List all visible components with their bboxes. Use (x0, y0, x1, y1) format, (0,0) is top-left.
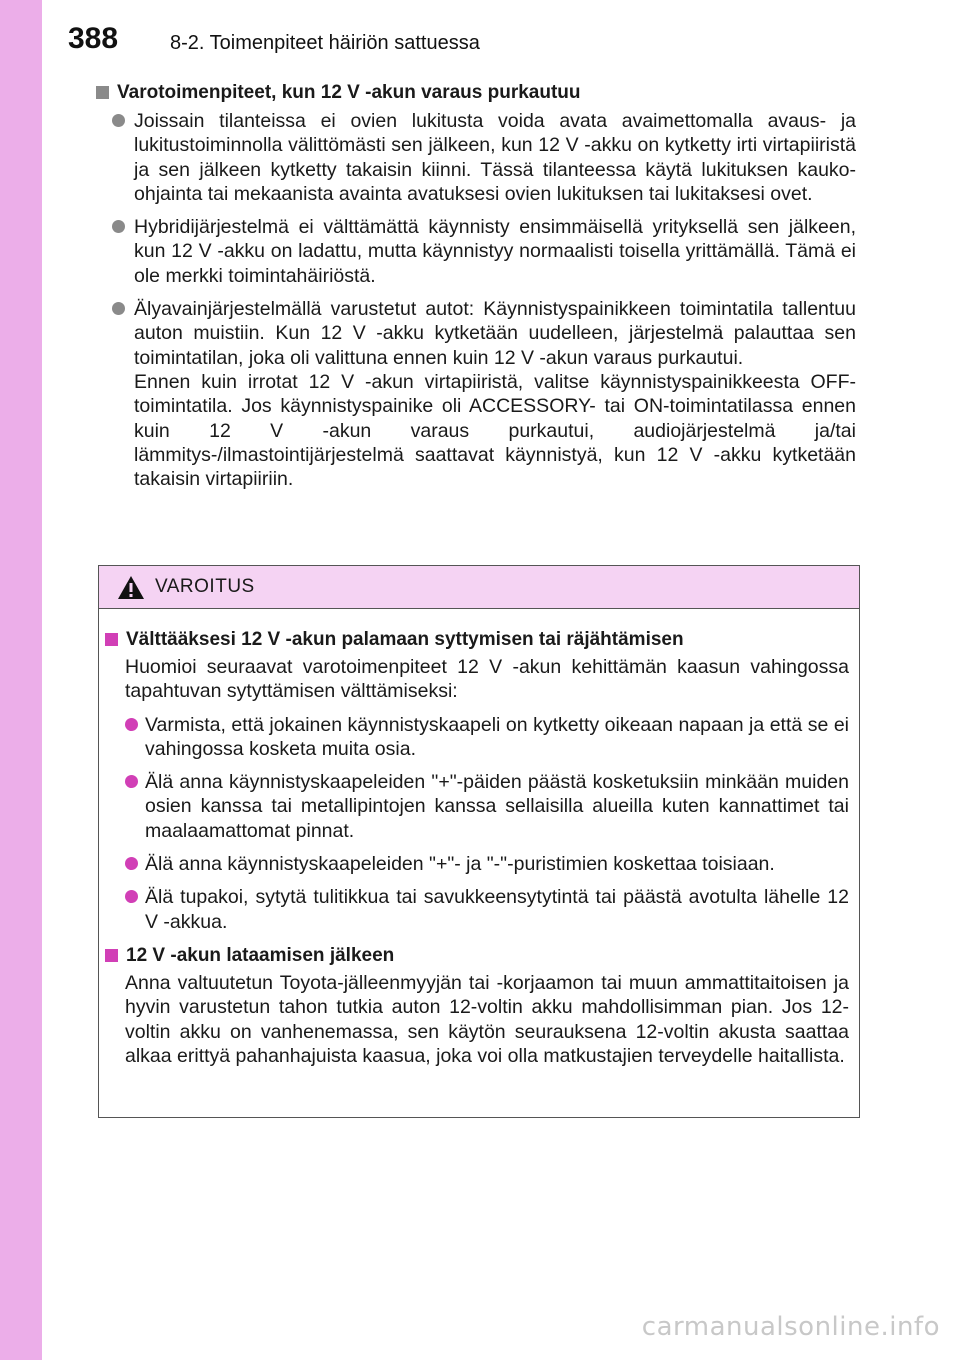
section-heading (96, 80, 856, 105)
round-bullet-icon (125, 775, 138, 788)
bullet-text: Älä anna käynnistyskaapeleiden "+"-päiden päästä kosketuksiin minkään muiden osien kanssa tai metallipintojen kanssa sellaisilla alueilla kuten kannattimet tai maalaamattomat pinnat. (145, 771, 849, 842)
bullet-text: Älyavainjärjestelmällä varustetut autot: Käynnistyspainikkeen toimintatila tallentuu auton muistiin. Kun 12 V -akku kytketään uudelleen, järjestelmä palauttaa sen toimintatilan, joka oli valittuna ennen kuin 12 V -akun varaus purkautui. (134, 298, 856, 369)
list-item (96, 297, 856, 491)
warning-box (98, 565, 860, 1118)
warning-header (99, 566, 859, 609)
page-number: 388 (68, 22, 119, 55)
list-item (105, 713, 849, 762)
list-item (96, 109, 856, 206)
warning-body (99, 609, 859, 1068)
chapter-title: 8-2. Toimenpiteet häiriön sattuessa (170, 32, 480, 54)
bullet-text: Joissain tilanteissa ei ovien lukitusta voida avata avaimettomalla avaus- ja lukitustoiminnolla välittömästi sen jälkeen, kun 12 V -akku on kytketty irti virtapiiristä ja sen jälkeen kytketty takaisin kiinni. Tässä tilanteessa käytä lukituksen kauko-ohjainta tai mekaanista avainta avatuksesi ovien lukituksen tai lukitaksesi ovet. (134, 110, 856, 205)
warning-intro: Anna valtuutetun Toyota-jälleenmyyjän tai -korjaamon tai muun ammattitaitoisen ja hyvin varustetun tahon tutkia auton 12-voltin akku mahdollisimman pian. Jos 12-voltin akku on vanhenemassa, sen käytön seurauksena 12-voltin akusta saattaa alkaa erittyä pahanhajuista kaasua, joka voi olla matkustajien terveydelle haitallista. (125, 971, 849, 1067)
warning-section-heading (105, 627, 849, 653)
square-bullet-icon (105, 633, 118, 646)
bullet-text: Älä anna käynnistyskaapeleiden "+"- ja "-"-puristimien koskettaa toisiaan. (145, 853, 775, 876)
bullet-text: Varmista, että jokainen käynnistyskaapeli on kytketty oikeaan napaan ja että se ei vahingossa kosketa muita osia. (145, 713, 849, 760)
bullet-text: Ennen kuin irrotat 12 V -akun virtapiiristä, valitse käynnistyspainikkeesta OFF-toimintatila. Jos käynnistyspainike oli ACCESSORY- tai ON-toimintatilassa ennen kuin 12 V -akun varaus purkautui, audiojärjestelmä ja/tai lämmitys-/ilmastointijärjestelmä saattavat käynnistyä, kun 12 V -akku kytketään takaisin virtapiiriin. (134, 370, 856, 491)
warning-section-title: Välttääksesi 12 V -akun palamaan syttymisen tai räjähtämisen (126, 629, 684, 650)
bullet-text: Älä tupakoi, sytytä tulitikkua tai savukkeensytytintä tai päästä avotulta lähelle 12 V -akkua. (145, 886, 849, 933)
round-bullet-icon (125, 890, 138, 903)
square-bullet-icon (105, 949, 118, 962)
list-item (105, 852, 849, 876)
main-content (96, 80, 856, 500)
warning-section-title: 12 V -akun lataamisen jälkeen (126, 944, 395, 966)
warning-triangle-icon (117, 575, 145, 600)
square-bullet-icon (96, 86, 109, 99)
warning-label: VAROITUS (155, 576, 255, 597)
round-bullet-icon (112, 220, 125, 233)
warning-intro: Huomioi seuraavat varotoimenpiteet 12 V -akun kehittämän kaasun vahingossa tapahtuvan sytyttämisen välttämiseksi: (125, 656, 849, 703)
list-item (96, 215, 856, 288)
chapter-color-tab (0, 0, 42, 1360)
round-bullet-icon (125, 857, 138, 870)
section-title: Varotoimenpiteet, kun 12 V -akun varaus purkautuu (117, 82, 581, 103)
round-bullet-icon (125, 718, 138, 731)
list-item (105, 770, 849, 843)
round-bullet-icon (112, 114, 125, 127)
list-item (105, 885, 849, 934)
warning-section-heading (105, 943, 849, 969)
watermark: carmanualsonline.info (641, 1312, 940, 1342)
bullet-text: Hybridijärjestelmä ei välttämättä käynnisty ensimmäisellä yrityksellä sen jälkeen, kun 12 V -akku on ladattu, mutta käynnistyy normaalisti toisella yrittämällä. Tämä ei ole merkki toimintahäiriöstä. (134, 216, 856, 287)
round-bullet-icon (112, 302, 125, 315)
